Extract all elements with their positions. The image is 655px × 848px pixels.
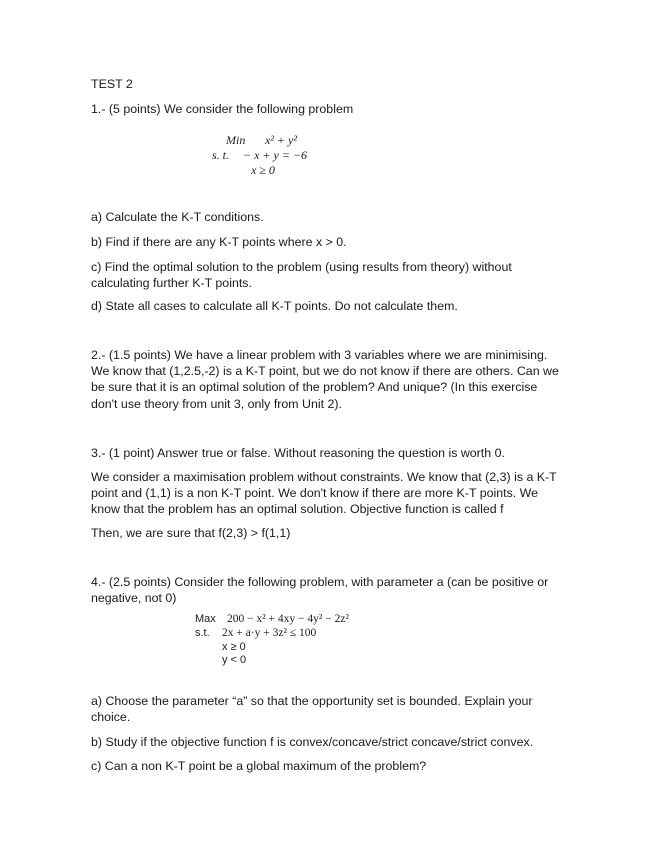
- q4-part-b: b) Study if the objective function f is convex/concave/strict concave/strict convex.: [91, 735, 534, 749]
- q2-text: 2.- (1.5 points) We have a linear problem with 3 variables where we are minimising. We know that (1,2.5,-2) is a K-T point, but we do not know if there are others. Can we be sure that it is an optimal solution of the problem? And unique? (In this exercise don't use theory from unit 3, only from Unit 2).: [91, 348, 559, 411]
- q1-constraint-expr: − x + y = −6: [243, 148, 308, 162]
- q4-x-constraint: x ≥ 0: [222, 641, 246, 653]
- q1-part-c: c) Find the optimal solution to the problem (using results from theory) without calculating further K-T points.: [91, 260, 512, 291]
- q3-intro: 3.- (1 point) Answer true or false. Without reasoning the question is worth 0.: [91, 446, 505, 460]
- q4-part-c: c) Can a non K-T point be a global maximum of the problem?: [91, 759, 427, 773]
- q3-body: We consider a maximisation problem without constraints. We know that (2,3) is a K-T point and (1,1) is a non K-T point. We don't know if there are more K-T points. We know that the problem has an optimal solution. Objective function is called f: [91, 470, 557, 517]
- q1-part-a: a) Calculate the K-T conditions.: [91, 210, 264, 224]
- q4-constraint-label: s.t.: [195, 627, 210, 639]
- q4-y-constraint: y < 0: [222, 654, 247, 666]
- q4-part-a: a) Choose the parameter “a” so that the opportunity set is bounded. Explain your choice.: [91, 694, 533, 725]
- q4-objective-expr: 200 − x² + 4xy − 4y² − 2z²: [227, 613, 349, 625]
- q4-objective-label: Max: [195, 613, 216, 625]
- q4-intro: 4.- (2.5 points) Consider the following problem, with parameter a (can be positive or negative, not 0): [91, 575, 549, 606]
- q1-objective-label: Min: [226, 133, 246, 147]
- test-title: TEST 2: [91, 77, 133, 91]
- q1-objective-expr: x² + y²: [265, 133, 297, 147]
- q1-part-b: b) Find if there are any K-T points where x > 0.: [91, 235, 347, 249]
- q1-constraint-label: s. t.: [212, 148, 230, 162]
- q3-claim: Then, we are sure that f(2,3) > f(1,1): [91, 526, 291, 540]
- q1-intro: 1.- (5 points) We consider the following problem: [91, 102, 354, 116]
- q1-part-d: d) State all cases to calculate all K-T points. Do not calculate them.: [91, 299, 458, 313]
- q4-constraint-expr: 2x + a·y + 3z² ≤ 100: [222, 627, 317, 639]
- q1-nonneg-expr: x ≥ 0: [251, 163, 275, 177]
